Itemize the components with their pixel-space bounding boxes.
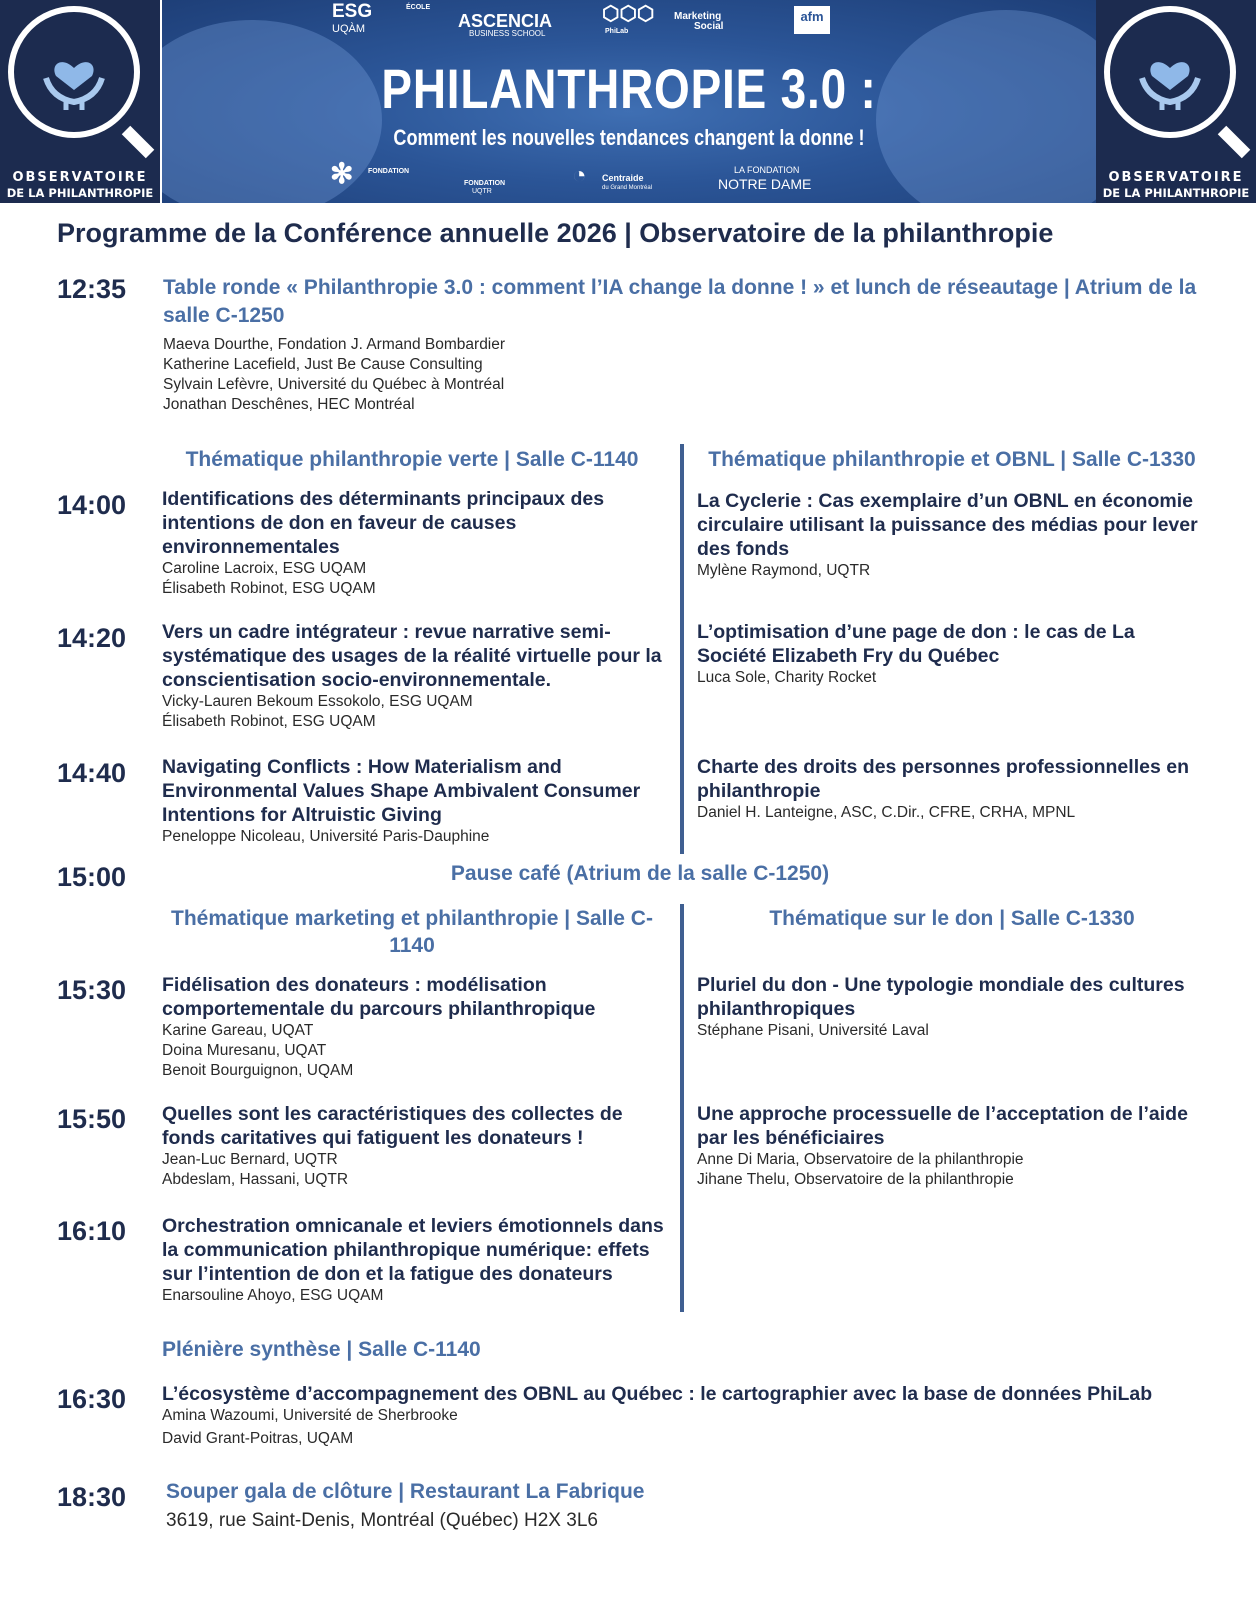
- time-1630: 16:30: [57, 1384, 127, 1414]
- talk-title: L’optimisation d’une page de don : le cas de La Société Elizabeth Fry du Québec: [697, 621, 1135, 667]
- speaker: Peneloppe Nicoleau, Université Paris-Dauphine: [162, 828, 490, 845]
- program-title: Programme de la Conférence annuelle 2026 | Observatoire de la philanthropie: [57, 218, 1054, 248]
- sponsor-ecole: ÉCOLE: [406, 4, 431, 11]
- speaker: Stéphane Pisani, Université Laval: [697, 1022, 929, 1039]
- sponsor-marketing: Marketing: [674, 11, 722, 22]
- column-divider: [680, 904, 684, 1312]
- talk-title: Vers un cadre intégrateur : revue narrative semi-systématique des usages de la réalité virtuelle pour la conscientisation socio-environnementale.: [162, 621, 662, 691]
- speaker: Daniel H. Lanteigne, ASC, C.Dir., CFRE, CRHA, MPNL: [697, 804, 1076, 821]
- speaker: Anne Di Maria, Observatoire de la philanthropie: [697, 1151, 1024, 1168]
- talk-title: Quelles sont les caractéristiques des collectes de fonds caritatives qui fatiguent les donateurs !: [162, 1103, 623, 1149]
- speaker: Enarsouline Ahoyo, ESG UQAM: [162, 1287, 384, 1304]
- heart-hands-icon: [1128, 28, 1212, 112]
- closing-title: Souper gala de clôture | Restaurant La Fabrique: [166, 1480, 645, 1503]
- speaker: Jonathan Deschênes, HEC Montréal: [163, 396, 415, 413]
- sponsor-philab: PhiLab: [605, 28, 629, 35]
- sponsor-notre-dame: NOTRE DAME: [718, 176, 812, 192]
- talk-marketing-1: [162, 973, 662, 1081]
- speaker: Amina Wazoumi, Université de Sherbrooke: [162, 1407, 458, 1424]
- time-1830: 18:30: [57, 1482, 127, 1512]
- theme-marketing-heading: Thématique marketing et philanthropie | Salle C-1140: [171, 907, 653, 957]
- sponsor-ascencia: ASCENCIA: [458, 11, 553, 31]
- sponsor-business-school: BUSINESS SCHOOL: [469, 29, 546, 38]
- talk-obnl-2: [697, 620, 1177, 688]
- talk-marketing-2: [162, 1102, 662, 1190]
- theme-verte-heading: Thématique philanthropie verte | Salle C-1140: [185, 448, 639, 471]
- observatoire-logo-left: [0, 0, 160, 203]
- philab-icon: ⬡⬡⬡: [602, 3, 655, 25]
- sponsor-la-fondation: LA FONDATION: [734, 165, 800, 175]
- theme-don-heading: Thématique sur le don | Salle C-1330: [769, 907, 1135, 930]
- time-1420: 14:20: [57, 623, 127, 653]
- time-1235: 12:35: [57, 274, 127, 304]
- talk-verte-3: [162, 755, 662, 847]
- banner-subtitle: Comment les nouvelles tendances changent la donne !: [393, 125, 865, 150]
- plenary-heading: Plénière synthèse | Salle C-1140: [162, 1338, 481, 1361]
- banner-center: [162, 0, 1096, 203]
- time-1400: 14:00: [57, 490, 127, 520]
- talk-verte-2: [162, 620, 672, 732]
- speaker: Caroline Lacroix, ESG UQAM: [162, 560, 367, 577]
- talk-title: Navigating Conflicts : How Materialism and Environmental Values Shape Ambivalent Consumer Intentions for Altruistic Giving: [162, 756, 641, 826]
- observatoire-label: OBSERVATOIRE: [12, 170, 148, 185]
- talk-title: Une approche processuelle de l’acceptation de l’aide par les bénéficiaires: [697, 1103, 1188, 1149]
- speaker: Katherine Lacefield, Just Be Cause Consulting: [163, 356, 483, 373]
- talk-title: Identifications des déterminants principaux des intentions de don en faveur de causes environnementales: [162, 488, 605, 558]
- sponsor-centraide-sub: du Grand Montréal: [602, 185, 653, 191]
- talk-obnl-1: [697, 489, 1217, 581]
- talk-title: Charte des droits des personnes professionnelles en philanthropie: [697, 756, 1189, 802]
- opening-speakers: [163, 335, 505, 415]
- philanthropie-label: DE LA PHILANTHROPIE: [6, 186, 154, 200]
- talk-don-1: [697, 973, 1217, 1041]
- speaker: Karine Gareau, UQAT: [162, 1022, 314, 1039]
- time-1440: 14:40: [57, 758, 127, 788]
- sponsor-uqtr: UQTR: [472, 188, 492, 195]
- speaker: David Grant-Poitras, UQAM: [162, 1430, 354, 1447]
- speaker: Jihane Thelu, Observatoire de la philanthropie: [697, 1171, 1014, 1188]
- heart-hands-icon: [32, 28, 116, 112]
- talk-title: Orchestration omnicanale et leviers émotionnels dans la communication philanthropique numérique: effets sur l’intention de don et la fatigue des donateurs: [162, 1215, 664, 1285]
- time-1500: 15:00: [57, 862, 127, 892]
- speaker: Maeva Dourthe, Fondation J. Armand Bombardier: [163, 336, 506, 353]
- speaker: Mylène Raymond, UQTR: [697, 562, 871, 579]
- speaker: Vicky-Lauren Bekoum Essokolo, ESG UQAM: [162, 693, 473, 710]
- sponsor-fondation-1: FONDATION: [368, 168, 410, 175]
- sponsor-afm: afm: [794, 6, 830, 34]
- centraide-icon: ◔: [572, 162, 587, 189]
- observatoire-label: OBSERVATOIRE: [1108, 170, 1244, 185]
- talk-title: Pluriel du don - Une typologie mondiale des cultures philanthropiques: [697, 974, 1185, 1020]
- snowflake-icon: ✻: [330, 158, 354, 189]
- talk-title: Fidélisation des donateurs : modélisation comportementale du parcours philanthropique: [162, 974, 596, 1020]
- speaker: Benoit Bourguignon, UQAM: [162, 1062, 354, 1079]
- time-1530: 15:30: [57, 975, 127, 1005]
- talk-title: L’écosystème d’accompagnement des OBNL au Québec : le cartographier avec la base de données PhiLab: [162, 1383, 1153, 1405]
- sponsor-fondation-2: FONDATION: [464, 180, 506, 187]
- time-1550: 15:50: [57, 1104, 127, 1134]
- sponsor-esg: ESG: [332, 1, 373, 22]
- talk-obnl-3: [697, 755, 1217, 823]
- speaker: Élisabeth Robinot, ESG UQAM: [162, 580, 376, 597]
- talk-don-2: [697, 1102, 1217, 1190]
- opening-session-title: Table ronde « Philanthropie 3.0 : comment l’IA change la donne ! » et lunch de réseautage | Atrium de la salle C-1250: [163, 276, 1197, 327]
- sponsor-uqam: UQÀM: [332, 23, 365, 35]
- sponsor-centraide: Centraide: [602, 173, 644, 183]
- banner-title: PHILANTHROPIE 3.0 :: [381, 57, 877, 120]
- talk-marketing-3: [162, 1214, 677, 1306]
- talk-title: La Cyclerie : Cas exemplaire d’un OBNL en économie circulaire utilisant la puissance des médias pour lever des fonds: [697, 490, 1198, 560]
- theme-obnl-heading: Thématique philanthropie et OBNL | Salle C-1330: [708, 448, 1196, 471]
- speaker: Luca Sole, Charity Rocket: [697, 669, 877, 686]
- observatoire-logo-right: [1096, 0, 1256, 203]
- conference-banner: [0, 0, 1256, 203]
- column-divider: [680, 444, 684, 854]
- speaker: Jean-Luc Bernard, UQTR: [162, 1151, 338, 1168]
- philanthropie-label: DE LA PHILANTHROPIE: [1102, 186, 1250, 200]
- closing-address: 3619, rue Saint-Denis, Montréal (Québec) H2X 3L6: [166, 1510, 598, 1531]
- speaker: Doina Muresanu, UQAT: [162, 1042, 327, 1059]
- talk-plenary: [162, 1382, 1232, 1449]
- speaker: Abdeslam, Hassani, UQTR: [162, 1171, 349, 1188]
- sponsor-social: Social: [694, 21, 724, 32]
- talk-verte-1: [162, 487, 662, 599]
- speaker: Sylvain Lefèvre, Université du Québec à Montréal: [163, 376, 505, 393]
- time-1610: 16:10: [57, 1216, 127, 1246]
- coffee-break: Pause café (Atrium de la salle C-1250): [450, 862, 830, 885]
- speaker: Élisabeth Robinot, ESG UQAM: [162, 713, 376, 730]
